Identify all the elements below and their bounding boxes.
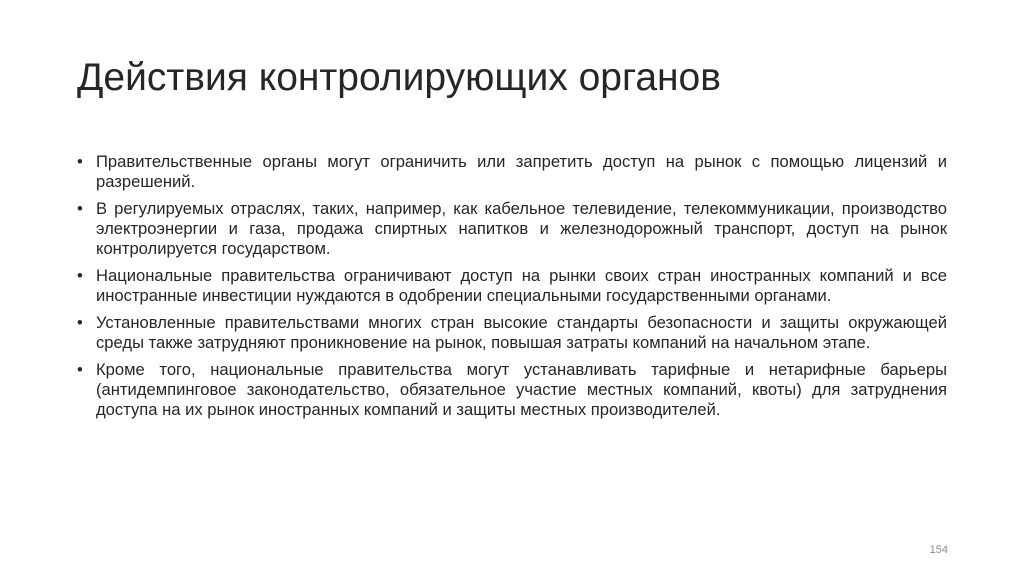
bullet-item bbox=[77, 199, 947, 259]
bullet-icon: • bbox=[77, 266, 83, 285]
bullet-text: Кроме того, национальные правительства могут устанавливать тарифные и нетарифные барьеры (антидемпинговое законодательство, обязательное участие местных компаний, квоты) для затруднения доступа на их рынок иностранных компаний и защиты местных производителей. bbox=[96, 360, 947, 419]
bullet-icon: • bbox=[77, 360, 83, 379]
bullet-icon: • bbox=[77, 313, 83, 332]
bullet-list bbox=[77, 152, 947, 427]
page-number: 154 bbox=[929, 544, 948, 556]
bullet-text: Установленные правительствами многих стран высокие стандарты безопасности и защиты окружающей среды также затрудняют проникновение на рынок, повышая затраты компаний на начальном этапе. bbox=[96, 313, 947, 352]
bullet-item bbox=[77, 152, 947, 192]
bullet-item bbox=[77, 266, 947, 306]
bullet-icon: • bbox=[77, 152, 83, 171]
bullet-text: Правительственные органы могут ограничить или запретить доступ на рынок с помощью лицензий и разрешений. bbox=[96, 152, 947, 191]
bullet-item bbox=[77, 313, 947, 353]
bullet-text: Национальные правительства ограничивают доступ на рынки своих стран иностранных компаний и все иностранные инвестиции нуждаются в одобрении специальными государственными органами. bbox=[96, 266, 947, 305]
bullet-item bbox=[77, 360, 947, 420]
slide-title: Действия контролирующих органов bbox=[77, 56, 721, 99]
bullet-text: В регулируемых отраслях, таких, например, как кабельное телевидение, телекоммуникации, производство электроэнергии и газа, продажа спиртных напитков и железнодорожный транспорт, доступ на рынок контролируется государством. bbox=[96, 199, 947, 258]
bullet-icon: • bbox=[77, 199, 83, 218]
